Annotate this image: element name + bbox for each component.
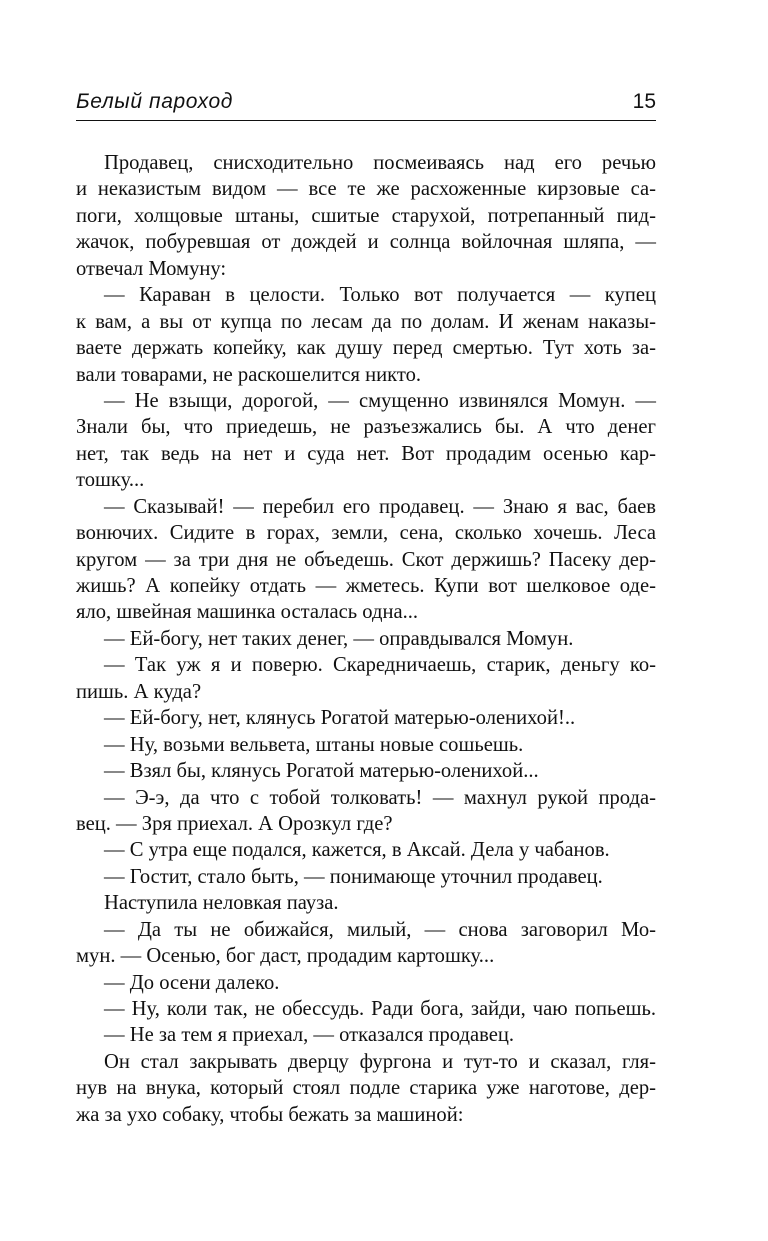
text-line: вец. — Зря приехал. А Орозкул где?	[76, 812, 393, 835]
text-line: мун. — Осенью, бог даст, продадим картошку...	[76, 945, 495, 968]
text-line: — Сказывай! — перебил его продавец. — Знаю я вас, баев	[104, 495, 656, 518]
text-line: Продавец, снисходительно посмеиваясь над его речью	[104, 152, 656, 174]
page-number: 15	[632, 90, 656, 113]
text-line: Знали бы, что приедешь, не разъезжались бы. А что денег	[76, 416, 656, 439]
text-line: — Ей-богу, нет, клянусь Рогатой матерью-оленихой!..	[104, 707, 576, 730]
text-line: — Ну, коли так, не обессудь. Ради бога, зайди, чаю попьешь.	[104, 998, 656, 1020]
text-line: — С утра еще подался, кажется, в Аксай. Дела у чабанов.	[104, 839, 610, 862]
text-line: тошку...	[76, 469, 145, 492]
running-title: Белый пароход	[76, 90, 233, 113]
text-line: отвечал Момуну:	[76, 257, 227, 280]
text-line: яло, швейная машинка осталась одна...	[76, 601, 419, 624]
text-line: нет, так ведь на нет и суда нет. Вот продадим осенью кар-	[76, 442, 656, 465]
text-line: — До осени далеко.	[104, 971, 280, 994]
body-text	[76, 150, 656, 1128]
page-header	[76, 88, 656, 121]
text-line: — Да ты не обижайся, милый, — снова заговорил Мо-	[104, 918, 656, 941]
text-line: — Ну, возьми вельвета, штаны новые сошьешь.	[104, 733, 524, 756]
text-line: ваете держать копейку, как душу перед смертью. Тут хоть за-	[76, 337, 656, 360]
text-line: — Взял бы, клянусь Рогатой матерью-оленихой...	[104, 760, 539, 783]
text-line: к вам, а вы от купца по лесам да по долам. И женам наказы-	[76, 310, 656, 333]
text-line: и неказистым видом — все те же расхоженные кирзовые са-	[76, 178, 656, 201]
text-line: пишь. А куда?	[76, 680, 202, 703]
text-line: — Гостит, стало быть, — понимающе уточнил продавец.	[104, 865, 603, 888]
text-line: — Так уж я и поверю. Скаредничаешь, старик, деньгу ко-	[104, 654, 656, 677]
text-line: жишь? А копейку отдать — жметесь. Купи вот шелковое оде-	[76, 575, 656, 597]
text-line: жачок, побуревшая от дождей и солнца войлочная шляпа, —	[76, 231, 656, 254]
text-line: — Караван в целости. Только вот получается — купец	[104, 284, 656, 307]
text-line: — Ей-богу, нет таких денег, — оправдывался Момун.	[104, 627, 574, 650]
text-line: вали товарами, не раскошелится никто.	[76, 363, 422, 386]
text-line: — Не за тем я приехал, — отказался продавец.	[104, 1024, 515, 1047]
text-line: нув на внука, который стоял подле старика уже наготове, дер-	[76, 1077, 656, 1100]
text-line: — Не взыщи, дорогой, — смущенно извинялся Момун. —	[104, 389, 656, 412]
text-line: кругом — за три дня не объедешь. Скот держишь? Пасеку дер-	[76, 548, 656, 571]
text-line: вонючих. Сидите в горах, земли, сена, сколько хочешь. Леса	[76, 522, 656, 545]
text-line: — Э-э, да что с тобой толковать! — махнул рукой прода-	[104, 786, 656, 809]
text-line: поги, холщовые штаны, сшитые старухой, потрепанный пид-	[76, 204, 656, 227]
text-line: Наступила неловкая пауза.	[104, 892, 339, 915]
text-line: Он стал закрывать дверцу фургона и тут-то и сказал, гля-	[104, 1050, 656, 1073]
text-line: жа за ухо собаку, чтобы бежать за машиной:	[76, 1103, 464, 1126]
